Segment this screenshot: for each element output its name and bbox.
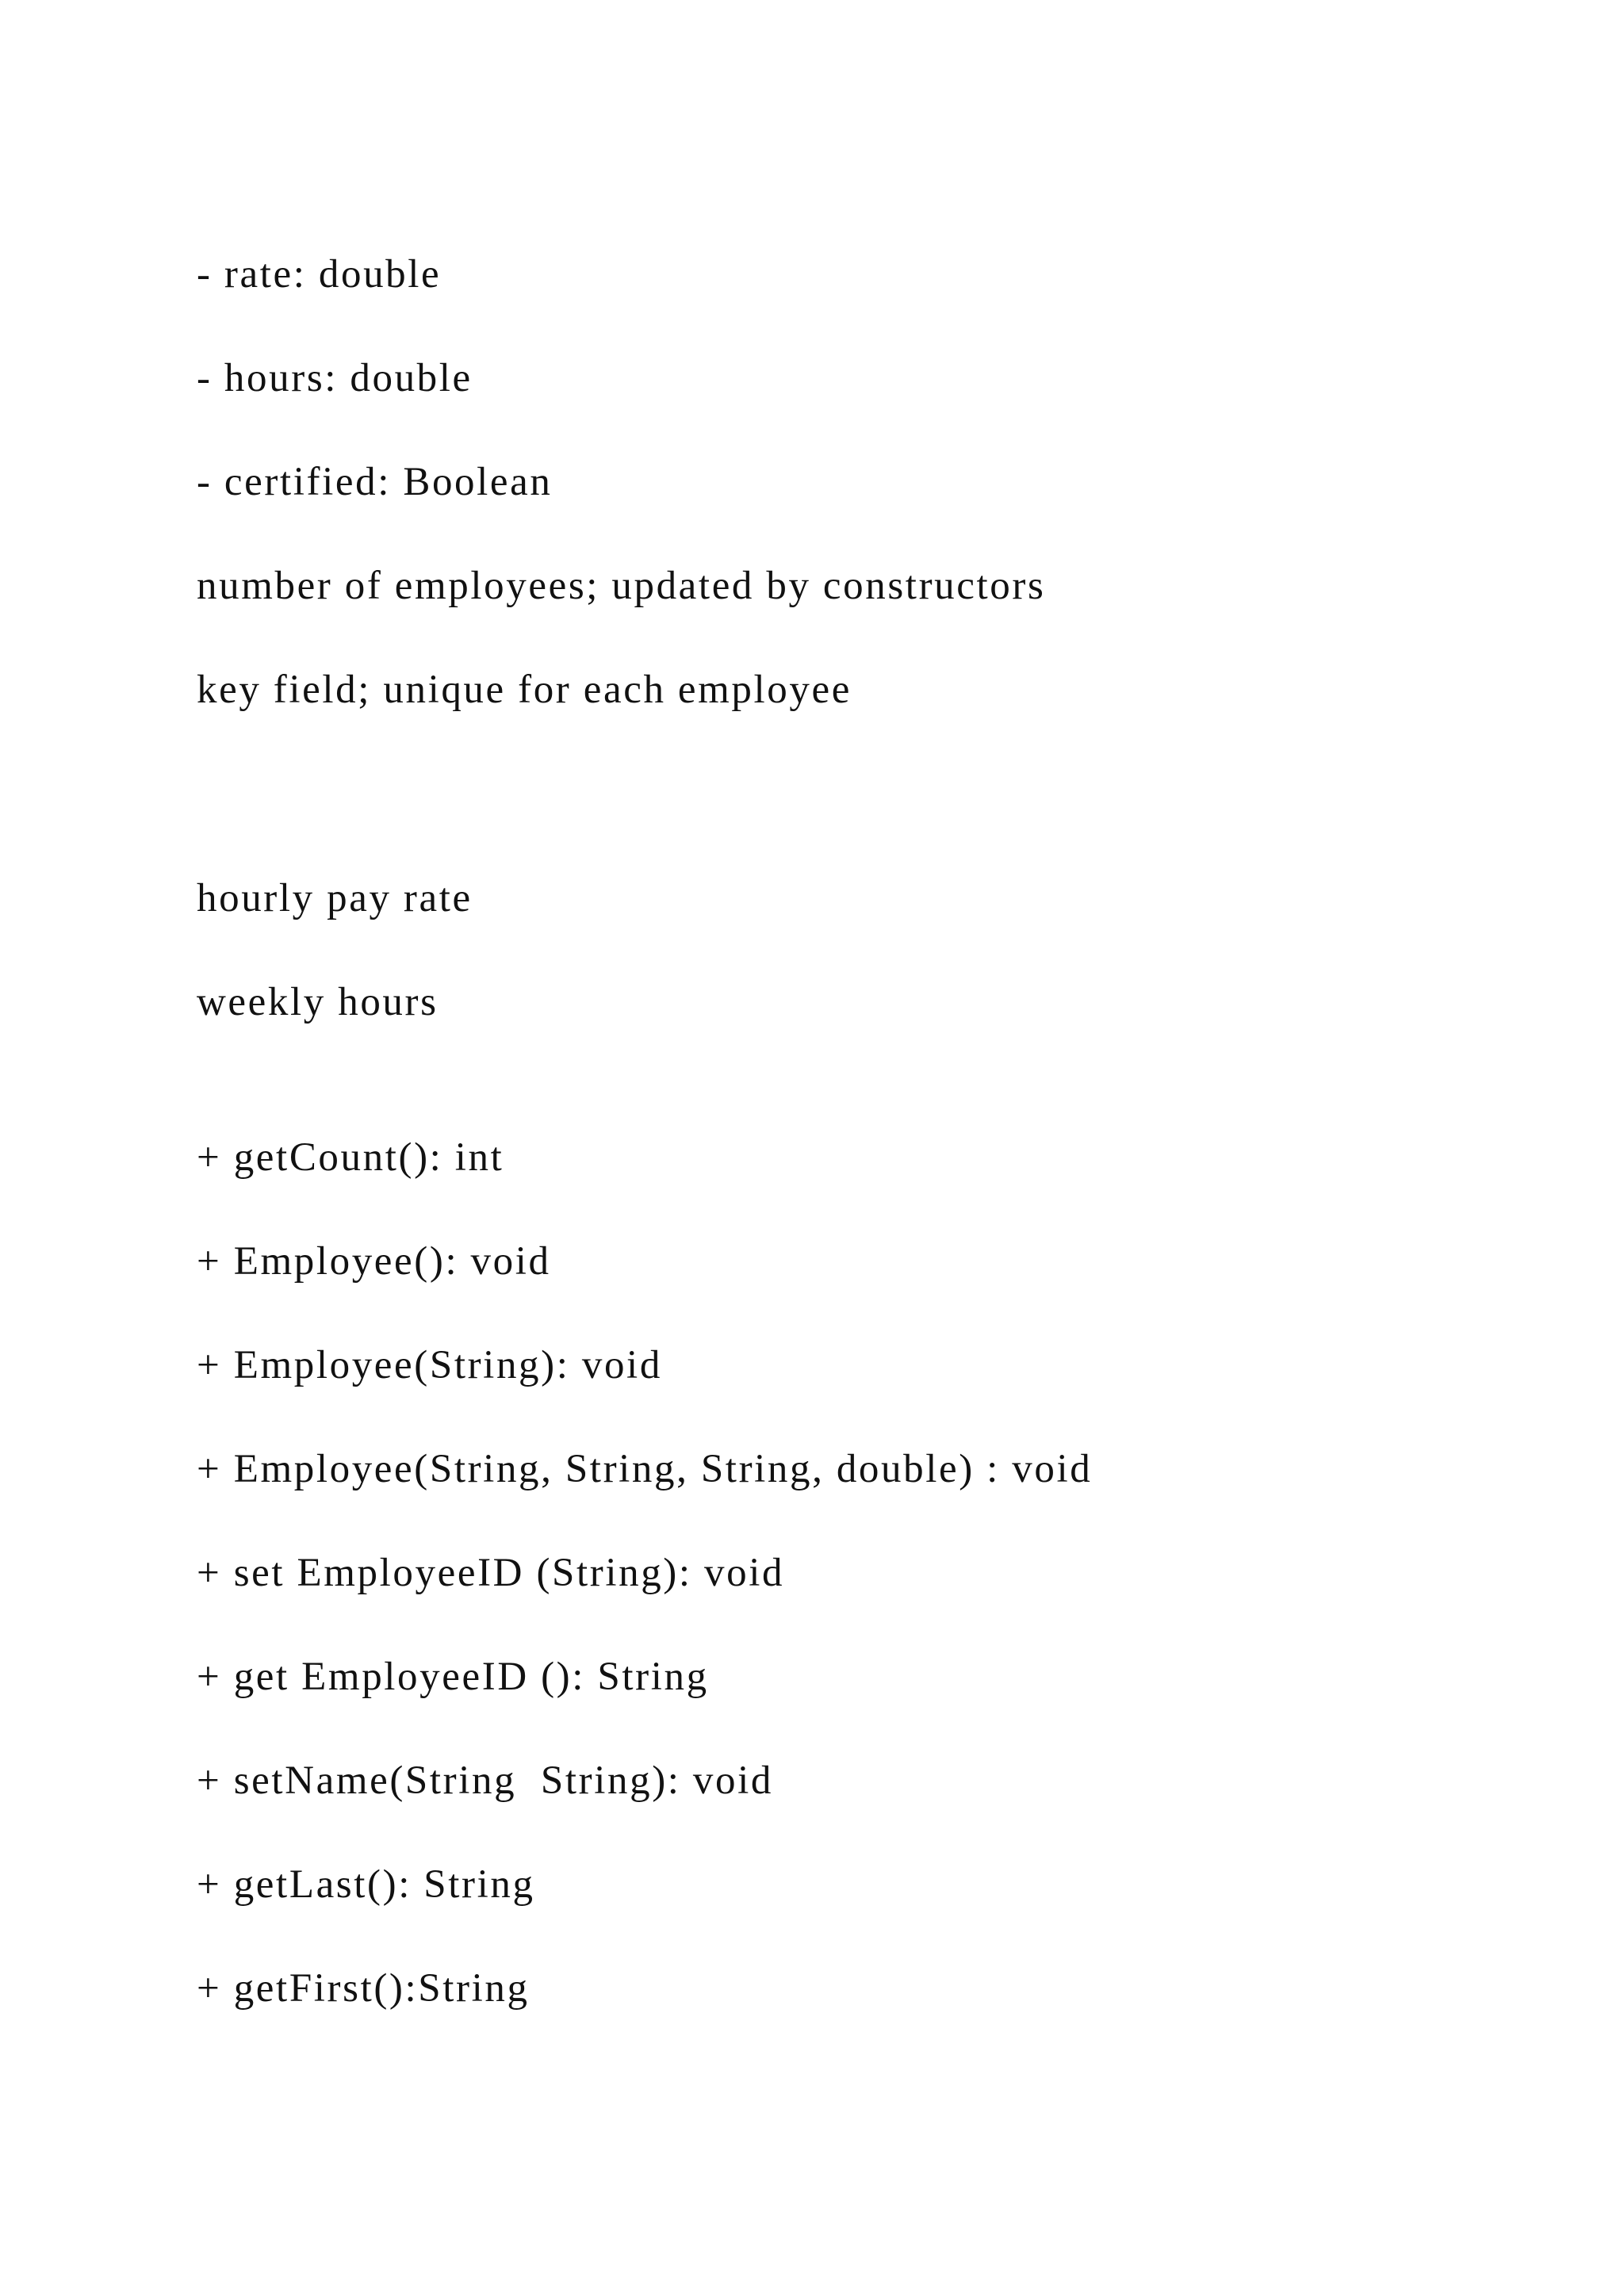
method-set-name: + setName(String String): void <box>197 1758 773 1803</box>
method-employee-string: + Employee(String): void <box>197 1343 662 1387</box>
method-employee-full: + Employee(String, String, String, double) : void <box>197 1447 1093 1491</box>
method-employee-default: + Employee(): void <box>197 1239 551 1284</box>
note-weekly-hours: weekly hours <box>197 980 439 1024</box>
note-hourly-pay-rate: hourly pay rate <box>197 876 473 920</box>
attribute-rate: - rate: double <box>197 252 442 297</box>
method-get-count: + getCount(): int <box>197 1135 504 1180</box>
method-get-last: + getLast(): String <box>197 1862 535 1907</box>
note-key-field: key field; unique for each employee <box>197 668 852 712</box>
attribute-certified: - certified: Boolean <box>197 460 553 504</box>
method-set-employee-id: + set EmployeeID (String): void <box>197 1551 785 1595</box>
method-get-first: + getFirst():String <box>197 1966 530 2011</box>
attribute-hours: - hours: double <box>197 356 473 400</box>
method-get-employee-id: + get EmployeeID (): String <box>197 1655 709 1699</box>
note-employee-count: number of employees; updated by constructors <box>197 564 1046 608</box>
